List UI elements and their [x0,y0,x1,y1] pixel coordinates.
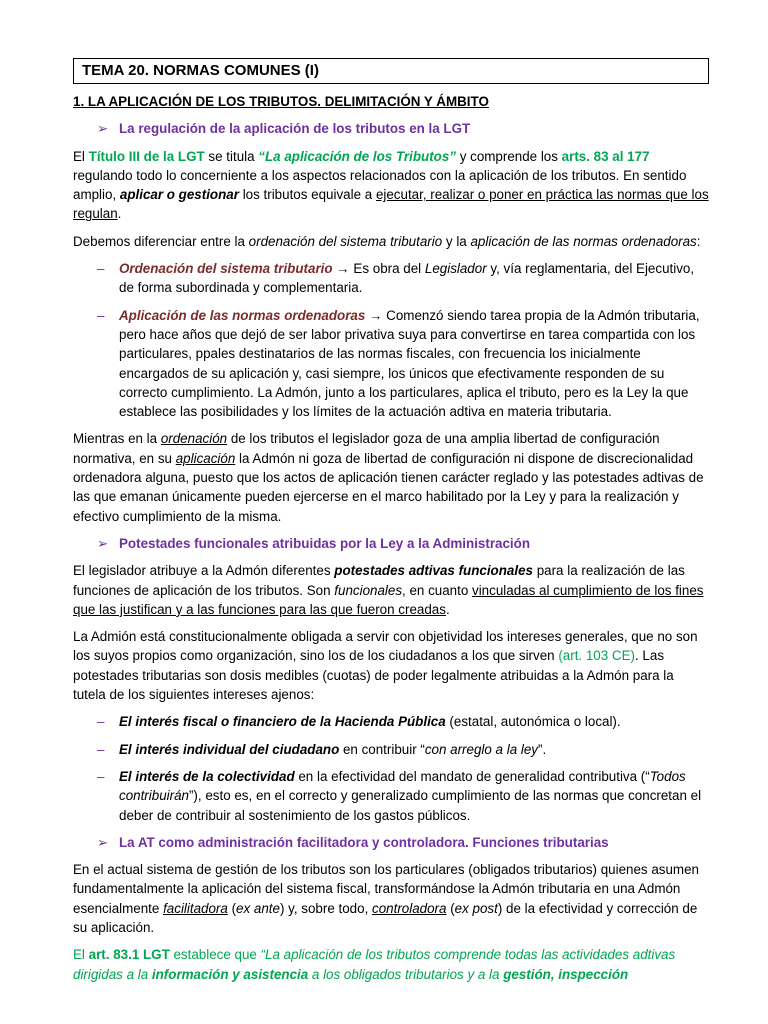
list-item [73,740,709,759]
subheading-at [73,833,709,852]
list-item-text: El interés de la colectividad en la efectividad del mandato de generalidad contributiva (“Todos contribuirán”), esto es, en el correcto y generalizado cumplimiento de las normas que concretan el deber de contribuir al sostenimiento de los gastos públicos. [119,768,702,823]
paragraph: El art. 83.1 LGT establece que “La aplicación de los tributos comprende todas las actividades adtivas dirigidas a la información y asistencia a los obligados tributarios y a la gestión, inspección [73,947,676,982]
paragraph: Mientras en la ordenación de los tributos el legislador goza de una amplia libertad de configuración normativa, en su aplicación la Admón ni goza de libertad de configuración ni dispone de discrecionalidad ordenadora alguna, puesto que los actos de aplicación tienen carácter reglado y las potestades adtivas de las que emanan únicamente pueden ejercerse en el marco habilitado por la Ley y para la realización y efectivo cumplimiento de la misma. [73,431,704,524]
arrow-right-icon: → [369,307,383,323]
list-item [73,712,709,731]
section-heading: 1. LA APLICACIÓN DE LOS TRIBUTOS. DELIMITACIÓN Y ÁMBITO [73,94,489,109]
dash-bullet-icon: – [97,714,105,730]
arrow-bullet-icon: ➢ [97,121,109,137]
arrow-right-icon: → [336,261,350,277]
list-item [73,767,709,825]
subheading-regulacion [73,119,709,138]
subheading-text: La AT como administración facilitadora y controladora. Funciones tributarias [119,834,609,850]
list-item [73,306,709,422]
paragraph: El legislador atribuye a la Admón diferentes potestades adtivas funcionales para la realización de las funciones de aplicación de los tributos. Son funcionales, en cuanto vinculadas al cumplimiento de los fines que las justifican y a las funciones para las que fueron creadas. [73,563,704,617]
dash-bullet-icon: – [97,261,105,277]
document-content [73,58,709,992]
list-item [73,259,709,298]
list-item-text: El interés fiscal o financiero de la Hacienda Pública (estatal, autonómica o local). [119,714,621,730]
paragraph: Debemos diferenciar entre la ordenación del sistema tributario y la aplicación de las normas ordenadoras: [73,233,701,249]
list-item-text: El interés individual del ciudadano en contribuir “con arreglo a la ley”. [119,741,547,757]
dash-bullet-icon: – [97,741,105,757]
paragraph: En el actual sistema de gestión de los tributos son los particulares (obligados tributarios) quienes asumen fundamentalmente la aplicación del sistema fiscal, transformándose la Admón tributaria en una Admón esencialmente facilitadora (ex ante) y, sobre todo, controladora (ex post) de la efectividad y corrección de su aplicación. [73,862,699,935]
list-item-text: Ordenación del sistema tributario → Es obra del Legislador y, vía reglamentaria, del Ejecutivo, de forma subordinada y complementaria. [119,261,695,296]
dash-bullet-icon: – [97,307,105,323]
paragraph: El Título III de la LGT se titula “La aplicación de los Tributos” y comprende los arts. 83 al 177 regulando todo lo concerniente a los aspectos relacionados con la aplicación de los tributos. En sentido amplio, aplicar o gestionar los tributos equivale a ejecutar, realizar o poner en práctica las normas que los regulan. [73,148,709,222]
list-item-text: Aplicación de las normas ordenadoras → Comenzó siendo tarea propia de la Admón tributaria, pero hace años que dejó de ser labor privativa suya para convertirse en tarea compartida con los particulares, ppales destinatarios de las normas fiscales, con frecuencia los inicialmente encargados de su aplicación y, casi siempre, los únicos que efectivamente responden de su correcto cumplimiento. La Admón, junto a los particulares, aplica el tributo, pero es la Ley la que establece las posibilidades y los límites de la actuación adtiva en materia tributaria. [119,307,700,420]
subheading-text: Potestades funcionales atribuidas por la Ley a la Administración [119,535,531,551]
subheading-potestades [73,534,709,553]
paragraph: La Admión está constitucionalmente obligada a servir con objetividad los intereses generales, que no son los suyos propios como organización, sino los de los ciudadanos a los que sirven (art. 103 CE). Las potestades tributarias son dosis medibles (cuotas) de poder legalmente atribuidas a la Admón para la tutela de los siguientes intereses ajenos: [73,629,698,703]
arrow-bullet-icon: ➢ [97,834,109,850]
dash-bullet-icon: – [97,768,105,784]
subheading-text: La regulación de la aplicación de los tributos en la LGT [119,121,471,137]
arrow-bullet-icon: ➢ [97,535,109,551]
page-title: TEMA 20. NORMAS COMUNES (I) [73,58,709,84]
